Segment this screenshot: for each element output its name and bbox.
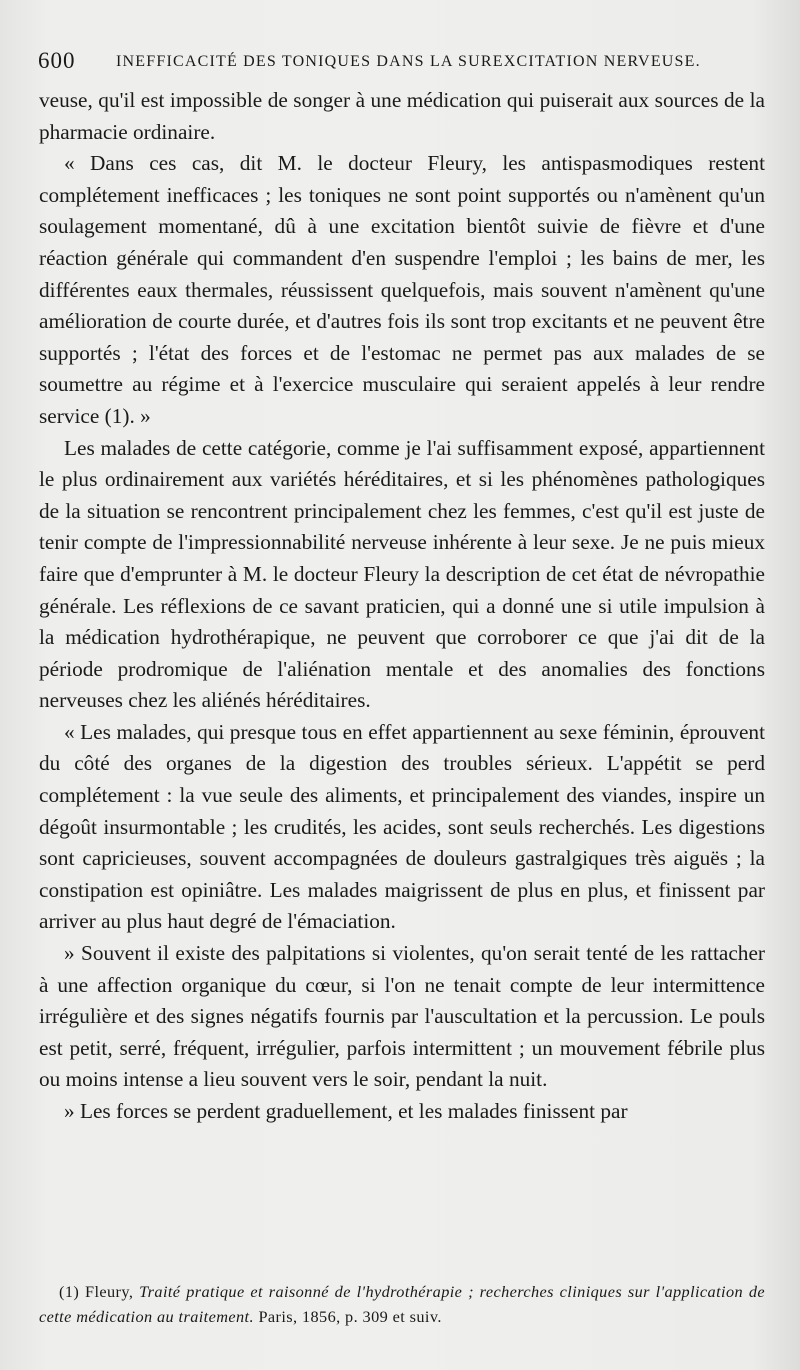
body-text (39, 85, 765, 1128)
footnote-publication: Paris, 1856, p. 309 et suiv. (258, 1307, 442, 1326)
page-number: 600 (38, 48, 76, 73)
paragraph-palpitations: » Souvent il existe des palpitations si violentes, qu'on serait tenté de les rattacher à une affection organique du cœur, si l'on ne tenait compte de leur intermittence irrégulière et des signes négatifs fournis par l'auscultation et la percussion. Le pouls est petit, serré, fréquent, irrégulier, parfois intermittent ; un mouvement fébrile plus ou moins intense a lieu souvent vers le soir, pendant la nuit. (39, 941, 765, 1092)
running-title: INEFFICACITÉ DES TONIQUES DANS LA SUREXCITATION NERVEUSE. (116, 53, 701, 70)
paragraph-continuation: veuse, qu'il est impossible de songer à une médication qui puiserait aux sources de la pharmacie ordinaire. (39, 88, 765, 144)
paragraph-digestion: « Les malades, qui presque tous en effet appartiennent au sexe féminin, éprouvent du côté des organes de la digestion des troubles sérieux. L'appétit se perd complétement : la vue seule des aliments, et principalement des viandes, inspire un dégoût insurmontable ; les crudités, les acides, sont seuls recherchés. Les digestions sont capricieuses, souvent accompagnées de douleurs gastralgiques très aiguës ; la constipation est opiniâtre. Les malades maigrissent de plus en plus, et finissent par arriver au plus haut degré de l'émaciation. (39, 719, 765, 934)
footnote (39, 1279, 765, 1329)
footnote-title: Traité pratique et raisonné de l'hydrothérapie ; recherches cliniques sur l'application de cette médication au traitement. (39, 1282, 765, 1326)
paragraph-hereditary-varieties: Les malades de cette catégorie, comme je l'ai suffisamment exposé, appartiennent le plus ordinairement aux variétés héréditaires, et si les phénomènes pathologiques de la situation se rencontrent principalement chez les femmes, c'est qu'il est juste de tenir compte de l'impressionnabilité nerveuse inhérente à leur sexe. Je ne puis mieux faire que d'emprunter à M. le docteur Fleury la description de cet état de névropathie générale. Les réflexions de ce savant praticien, qui a donné une si utile impulsion à la médication hydrothérapique, ne peuvent que corroborer ce que j'ai dit de la période prodromique de l'aliénation mentale et des anomalies des fonctions nerveuses chez les aliénés héréditaires. (39, 435, 765, 713)
footnote-marker: (1) (59, 1282, 80, 1301)
paragraph-forces: » Les forces se perdent graduellement, et les malades finissent par (64, 1099, 628, 1123)
page-header (38, 46, 768, 80)
paragraph-quote-fleury: « Dans ces cas, dit M. le docteur Fleury, les antispasmodiques restent complétement inefficaces ; les toniques ne sont point supportés ou n'amènent qu'un soulagement momentané, dû à une excitation bientôt suivie de fièvre et d'une réaction générale qui commandent d'en suspendre l'emploi ; les bains de mer, les différentes eaux thermales, réussissent quelquefois, mais souvent n'amènent qu'une amélioration de courte durée, et d'autres fois ils sont trop excitants et ne peuvent être supportés ; l'état des forces et de l'estomac ne permet pas aux malades de se soumettre au régime et à l'exercice musculaire qui seraient appelés à leur rendre service (1). » (39, 151, 765, 428)
footnote-author: Fleury, (84, 1282, 134, 1301)
